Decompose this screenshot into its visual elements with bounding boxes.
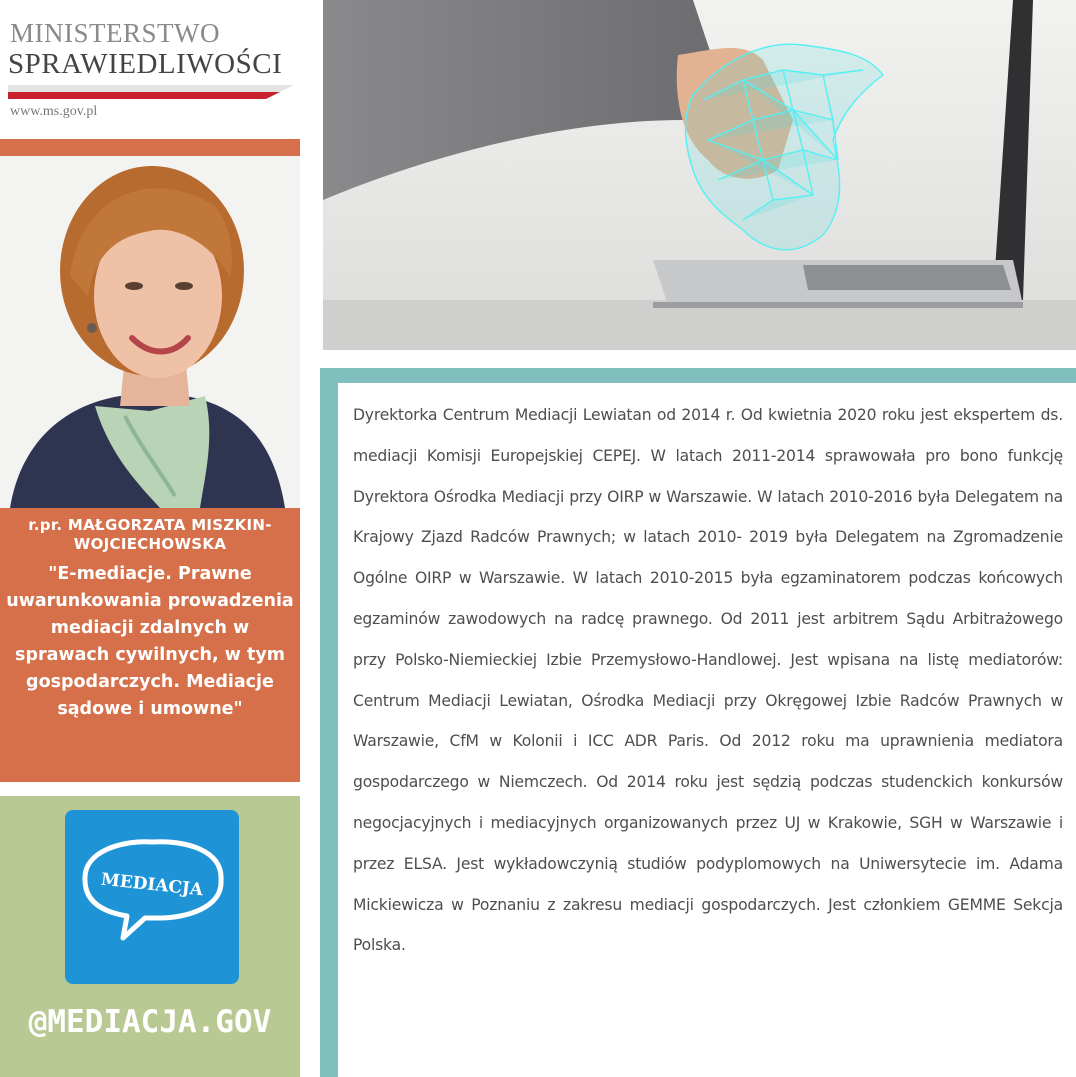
mediacja-handle: @MEDIACJA.GOV: [28, 1004, 272, 1040]
bio-box: [338, 383, 1076, 1077]
orange-divider: [0, 139, 300, 156]
mediation-panel: [0, 796, 300, 1077]
logo-url: www.ms.gov.pl: [10, 104, 98, 119]
speech-bubble-icon: [65, 810, 239, 984]
speaker-name: r.pr. MAŁGORZATA MISZKIN-WOJCIECHOWSKA: [28, 516, 272, 553]
bio-text: Dyrektorka Centrum Mediacji Lewiatan od 2014 r. Od kwietnia 2020 roku jest ekspertem ds. mediacji Komisji Europejskiej CEPEJ. W latach 2011-2014 sprawowała pro bono funkcję Dyrektora Ośrodka Mediacji przy OIRP w Warszawie. W latach 2010-2016 była Delegatem na Krajowy Zjazd Radców Prawnych; w latach 2010- 2019 była Delegatem na Zgromadzenie Ogólne OIRP w Warszawie. W latach 2010-2015 była egzaminatorem podczas końcowych egzaminów zawodowych na radcę prawnego. Od 2011 jest arbitrem Sądu Arbitrażowego przy Polsko-Niemieckiej Izbie Przemysłowo-Handlowej. Jest wpisana na listę mediatorów: Centrum Mediacji Lewiatan, Ośrodka Mediacji przy Okręgowej Izbie Radców Prawnych w Warszawie, CfM w Kolonii i ICC ADR Paris. Od 2012 roku ma uprawnienia mediatora gospodarczego w Niemczech. Od 2014 roku jest sędzią podczas studenckich konkursów negocjacyjnych i mediacyjnych organizowanych przez UJ w Krakowie, SGH w Warszawie i przez ELSA. Jest wykładowczynią studiów podyplomowych na Uniwersytecie im. Adama Mickiewicza w Poznaniu z zakresu mediacji gospodarczych. Jest członkiem GEMME Sekcja Polska.: [353, 406, 1063, 955]
hero-image: [323, 0, 1076, 350]
talk-topic: "E-mediacje. Prawne uwarunkowania prowadzenia mediacji zdalnych w sprawach cywilnych, w tym gospodarczych. Mediacje sądowe i umowne": [6, 564, 294, 719]
ministry-logo: [0, 0, 300, 138]
logo-line-1: MINISTERSTWO: [10, 18, 220, 48]
mediacja-logo-text: MEDIACJA: [100, 869, 204, 901]
flag-stripe-icon: [8, 84, 294, 100]
speaker-panel: [0, 508, 300, 782]
mediacja-logo: [65, 810, 239, 984]
speaker-photo: [0, 156, 300, 508]
logo-line-2: SPRAWIEDLIWOŚCI: [8, 48, 283, 80]
